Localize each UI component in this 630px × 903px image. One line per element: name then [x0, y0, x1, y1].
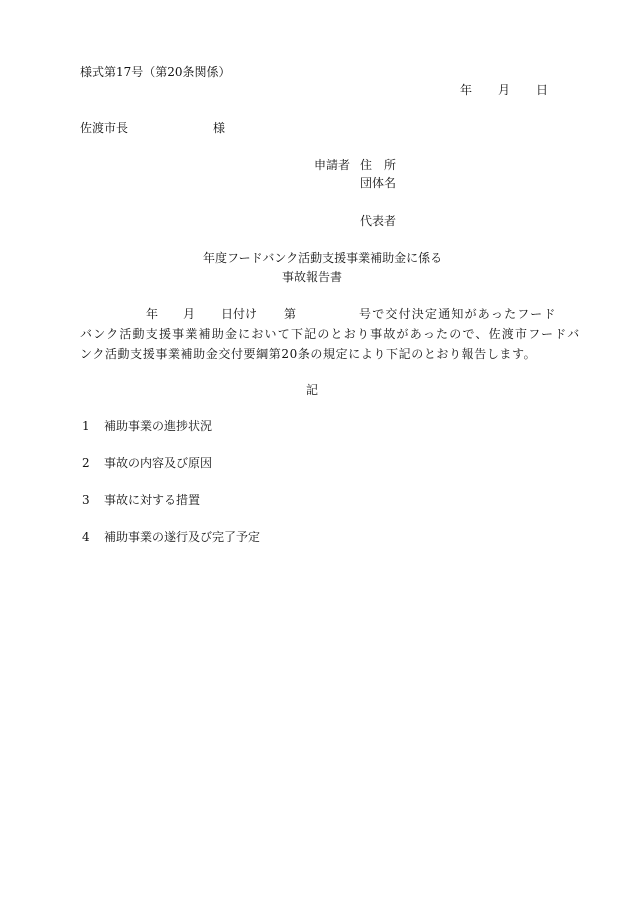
date-day: 日 — [536, 83, 549, 97]
address-label: 住 所 — [360, 158, 397, 172]
body-year: 年 — [146, 307, 159, 321]
item-number: 4 — [82, 530, 90, 544]
body-dai: 第 — [284, 307, 297, 321]
item-text: 補助事業の進捗状況 — [104, 419, 213, 433]
addressee-name: 佐渡市長 — [80, 121, 129, 135]
body-day: 日付け — [221, 307, 258, 321]
item-text: 事故の内容及び原因 — [104, 456, 213, 470]
body-month: 月 — [183, 307, 196, 321]
item-number: 2 — [82, 456, 90, 470]
form-number: 様式第17号（第20条関係） — [80, 65, 231, 79]
body-line1: 号で交付決定通知があったフード — [359, 307, 557, 321]
title-line2: 事故報告書 — [282, 270, 343, 284]
item-number: 1 — [82, 419, 90, 433]
ki-heading: 記 — [306, 383, 319, 397]
body-line2: バンク活動支援事業補助金において下記のとおり事故があったので、佐渡市フードバ — [80, 327, 581, 341]
date-month: 月 — [498, 83, 511, 97]
item-text: 事故に対する措置 — [104, 493, 201, 507]
organization-label: 団体名 — [360, 176, 397, 190]
item-number: 3 — [82, 493, 90, 507]
addressee-honorific: 様 — [213, 121, 226, 135]
title-line1: 年度フードバンク活動支援事業補助金に係る — [203, 251, 443, 265]
applicant-label: 申請者 — [314, 158, 351, 172]
body-line3: ンク活動支援事業補助金交付要綱第20条の規定により下記のとおり報告します。 — [80, 347, 537, 361]
item-text: 補助事業の遂行及び完了予定 — [104, 530, 261, 544]
representative-label: 代表者 — [360, 214, 397, 228]
date-year: 年 — [460, 83, 473, 97]
